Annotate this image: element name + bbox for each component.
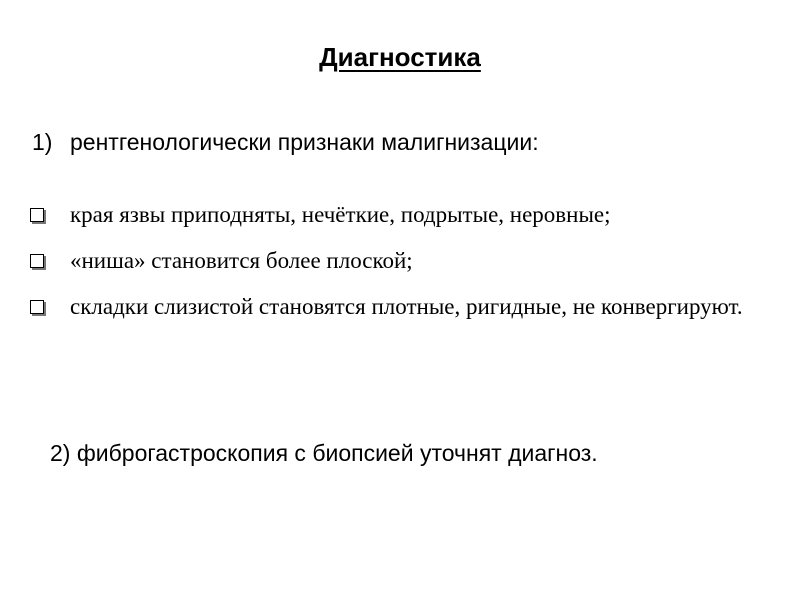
bullet-list (30, 198, 770, 336)
bullet-item (30, 244, 770, 278)
bullet-item (30, 290, 770, 324)
bullet-text: «ниша» становится более плоской; (70, 248, 413, 273)
numbered-item-2 (50, 439, 598, 467)
slide-title: Диагностика (319, 42, 481, 72)
checkbox-bullet-icon (30, 208, 44, 222)
item-text: рентгенологически признаки малигнизации: (70, 129, 539, 155)
item-number: 2) (50, 440, 77, 466)
item-text: фиброгастроскопия с биопсией уточнят диагноз. (76, 440, 598, 466)
item-number: 1) (32, 129, 53, 155)
checkbox-bullet-icon (30, 254, 44, 268)
bullet-item (30, 198, 770, 232)
bullet-text: складки слизистой становятся плотные, ригидные, не конвергируют. (70, 294, 743, 319)
bullet-text: края язвы приподняты, нечёткие, подрытые, неровные; (70, 202, 611, 227)
checkbox-bullet-icon (30, 300, 44, 314)
